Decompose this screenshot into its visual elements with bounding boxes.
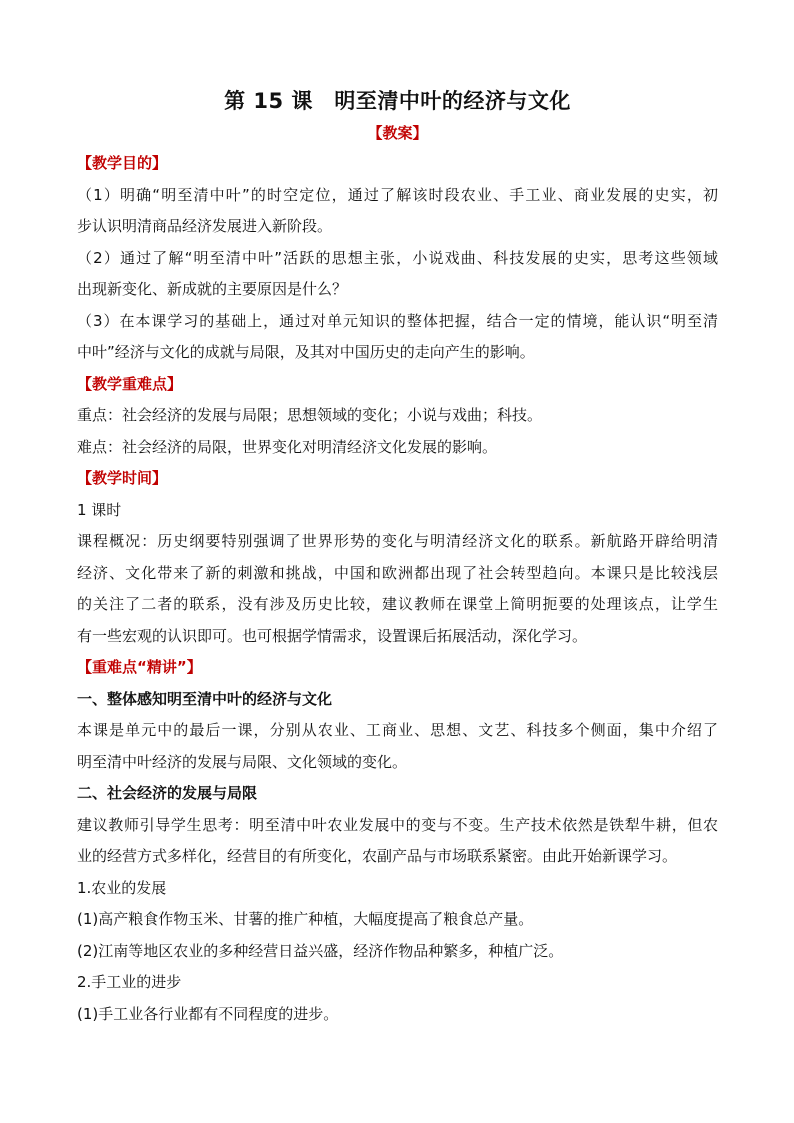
paragraph-line: 2.手工业的进步 [77,973,182,991]
section-heading: 【教学重难点】 [77,374,183,393]
subsection-heading: 一、整体感知明至清中叶的经济与文化 [77,689,333,708]
paragraph-line: 课程概况：历史纲要特别强调了世界形势的变化与明清经济文化的联系。新航路开辟给明清 [77,532,718,550]
paragraph-line: 中叶”经济与文化的成就与局限，及其对中国历史的走向产生的影响。 [77,343,535,361]
paragraph-line: （1）明确“明至清中叶”的时空定位，通过了解该时段农业、手工业、商业发展的史实，初 [77,185,718,204]
paragraph-line: 本课是单元中的最后一课，分别从农业、工商业、思想、文艺、科技多个侧面，集中介绍了 [77,721,718,739]
section-heading: 【重难点“精讲”】 [77,658,202,676]
paragraph-line: 明至清中叶经济的发展与局限、文化领域的变化。 [77,752,408,771]
section-heading: 【教学目的】 [77,154,168,172]
paragraph-line: 业的经营方式多样化，经营目的有所变化，农副产品与市场联系紧密。由此开始新课学习。 [77,847,678,865]
paragraph-line: 的关注了二者的联系，没有涉及历史比较，建议教师在课堂上简明扼要的处理该点，让学生 [77,595,718,613]
paragraph-line: 建议教师引导学生思考：明至清中叶农业发展中的变与不变。生产技术依然是铁犁牛耕，但农 [77,815,718,834]
subsection-heading: 二、社会经济的发展与局限 [77,784,258,802]
paragraph-line: (2)江南等地区农业的多种经营日益兴盛，经济作物品种繁多，种植广泛。 [77,941,564,960]
paragraph-line: 出现新变化、新成就的主要原因是什么？ [77,280,348,298]
paragraph-line: 重点：社会经济的发展与局限；思想领域的变化；小说与戏曲；科技。 [77,406,543,424]
document-body [77,148,718,1030]
paragraph-line: 1.农业的发展 [77,878,167,897]
lesson-title: 第 15 课 明至清中叶的经济与文化 [224,89,571,113]
paragraph-line: 经济、文化带来了新的刺激和挑战，中国和欧洲都出现了社会转型趋向。本课只是比较浅层 [77,563,718,582]
paragraph-line: (1)高产粮食作物玉米、甘薯的推广种植，大幅度提高了粮食总产量。 [77,910,534,928]
paragraph-line: 1 课时 [77,500,122,519]
paragraph-line: (1)手工业各行业都有不同程度的进步。 [77,1004,339,1023]
lesson-subtitle: 【教案】 [367,124,428,142]
paragraph-line: 难点：社会经济的局限，世界变化对明清经济文化发展的影响。 [77,437,498,456]
paragraph-line: 步认识明清商品经济发展进入新阶段。 [77,217,333,235]
paragraph-line: 有一些宏观的认识即可。也可根据学情需求，设置课后拓展活动，深化学习。 [77,626,588,645]
section-heading: 【教学时间】 [77,469,168,487]
paragraph-line: （3）在本课学习的基础上，通过对单元知识的整体把握，结合一定的情境，能认识“明至清 [77,311,718,330]
paragraph-line: （2）通过了解“明至清中叶”活跃的思想主张，小说戏曲、科技发展的史实，思考这些领域 [77,248,718,267]
